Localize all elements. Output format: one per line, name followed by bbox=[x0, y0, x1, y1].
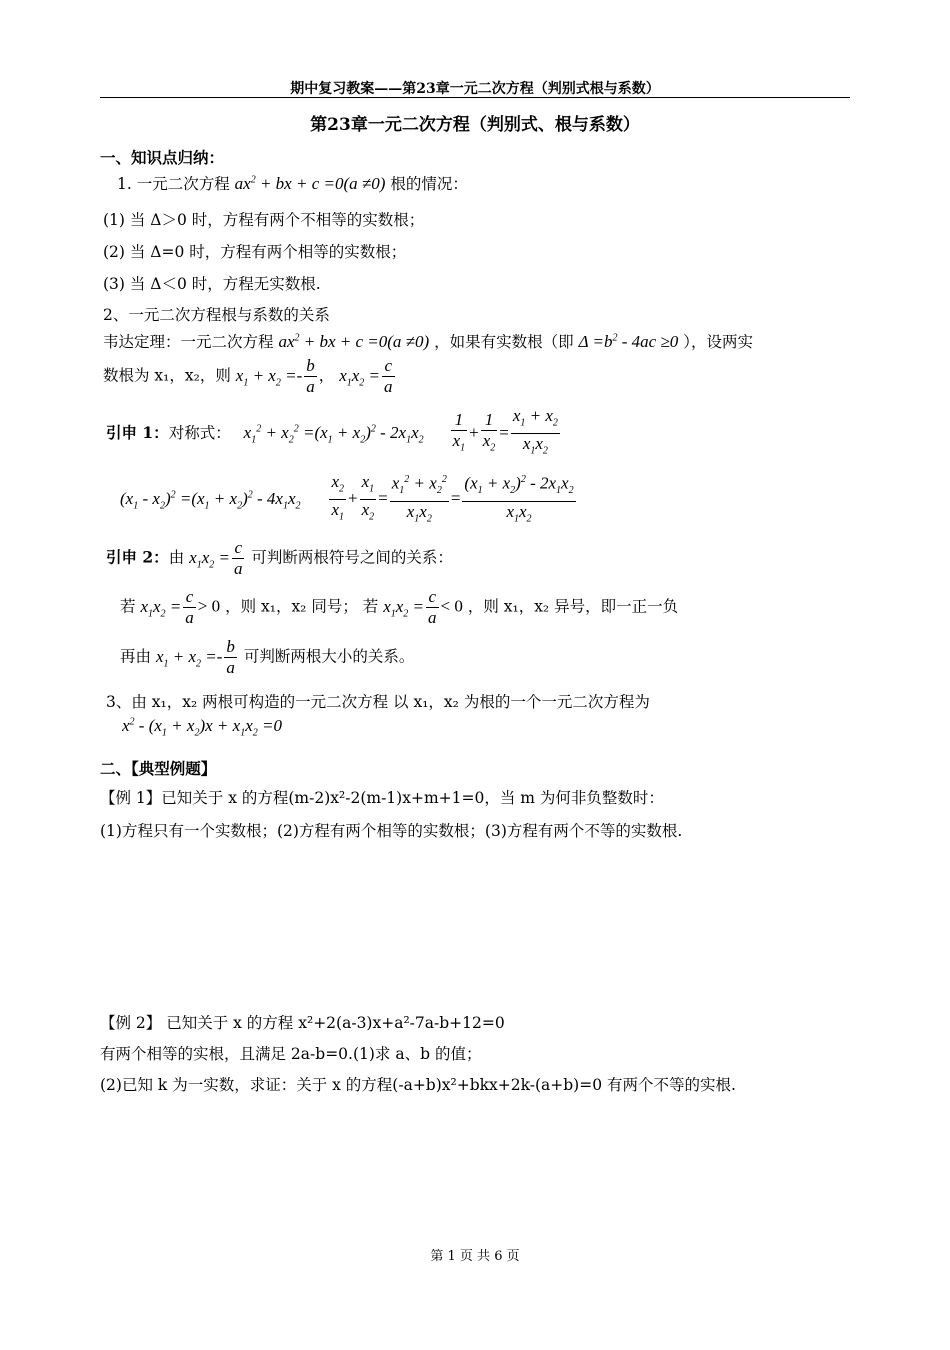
frac-1-over-x2: $\frac{1}{x_2}$ bbox=[482, 409, 496, 454]
sign1-suffix: ，则 x₁，x₂ 同号； 若 bbox=[225, 597, 379, 616]
item1-suffix: 根的情况： bbox=[390, 175, 468, 193]
yin2-line bbox=[106, 538, 453, 579]
case-3: (3) 当 Δ＜0 时，方程无实数根. bbox=[103, 275, 321, 293]
item1 bbox=[117, 172, 468, 194]
frac-x2-over-x1: $\frac{x_2}{x_1}$ bbox=[331, 471, 344, 523]
sum-of-roots: $x_1 + x_2$ =- bbox=[235, 365, 303, 388]
yin2-text2: 可判断两根符号之间的关系： bbox=[251, 548, 453, 567]
frac-b-over-a-2: $\frac{b}{a}$ bbox=[226, 637, 235, 677]
frac-sum-over-product: $\frac{x_1 + x_2}{x_1x_2}$ bbox=[512, 406, 558, 457]
page-header: 期中复习教案——第23章一元二次方程（判别式根与系数） bbox=[290, 81, 660, 97]
page-title: 第23章一元二次方程（判别式、根与系数） bbox=[310, 115, 640, 135]
constructed-equation: $x^2 - (x_1 + x_2)x + x_1x_2 =0$ bbox=[122, 716, 282, 739]
sum-of-squares-formula: $x_1^2 + x_2^2 =(x_1 + x_2)^2 - 2x_1x_2$ bbox=[243, 422, 424, 446]
product-equation: $x_1x_2$ = bbox=[189, 547, 230, 570]
vieta-line2: 数根为 x₁，x₂，则 $x_1 + x_2$ =- $\frac{b}{a}$ ， $x_1x_2$ = $\frac{c}{a}$ bbox=[103, 356, 393, 396]
yin2-text1: 由 bbox=[168, 548, 185, 567]
frac-x1-over-x2: $\frac{x_1}{x_2}$ bbox=[361, 471, 375, 523]
vieta-prefix: 韦达定理：一元二次方程 bbox=[103, 333, 274, 351]
item1-prefix: 1. 一元二次方程 bbox=[117, 175, 230, 193]
frac-c-over-a-2: $\frac{c}{a}$ bbox=[233, 538, 243, 578]
header-rule bbox=[100, 97, 850, 98]
frac-squares-over-product: $\frac{x_1^2 + x_2^2}{x_1x_2}$ bbox=[390, 470, 449, 529]
vieta-end: ），设两实 bbox=[683, 333, 753, 351]
item3: 3、由 x₁，x₂ 两根可构造的一元二次方程 以 x₁，x₂ 为根的一个一元二次方程为 bbox=[106, 693, 650, 711]
quadratic-general-form: $ax^2$ + bx + c =0(a ≠0) bbox=[234, 174, 386, 193]
size-suffix: 可判断两根大小的关系。 bbox=[243, 647, 415, 666]
vieta-mid: ，如果有实数根（即 bbox=[434, 333, 574, 351]
example1-line2: (1)方程只有一个实数根；(2)方程有两个相等的实数根；(3)方程有两个不等的实数根. bbox=[100, 822, 683, 840]
vieta-line1 bbox=[103, 330, 753, 352]
vieta-equation: $ax^2$ + bx + c =0(a ≠0) bbox=[278, 332, 430, 351]
sign-line: 若 $x_1x_2$ = $\frac{c}{a}$ > 0 ，则 x₁，x₂ 同号； 若 $x_1x_2$ = $\frac{c}{a}$ < 0 ，则 x₁，x₂ 异号，即一正一负 bbox=[120, 587, 679, 627]
example2-line1: 【例 2】 已知关于 x 的方程 x²+2(a-3)x+a²-7a-b+12=0 bbox=[100, 1014, 505, 1032]
yin2-label: 引申 2： bbox=[106, 547, 169, 567]
frac-c-over-a-3: $\frac{c}{a}$ bbox=[185, 587, 194, 627]
sum-equation: $x_1 + x_2$ =- bbox=[155, 646, 223, 669]
discriminant-condition: $\Delta =b^2 - 4ac \ge 0$ bbox=[578, 332, 679, 351]
example2-line3: (2)已知 k 为一实数，求证：关于 x 的方程(-a+b)x²+bkx+2k-(a+b)=0 有两个不等的实根. bbox=[100, 1076, 736, 1094]
vieta-line2-prefix: 数根为 x₁，x₂，则 bbox=[103, 366, 231, 385]
case-1: (1) 当 Δ＞0 时，方程有两个不相等的实数根； bbox=[103, 211, 425, 229]
section1-heading: 一、知识点归纳： bbox=[100, 148, 225, 167]
frac-expanded-over-product: $\frac{(x_1 + x_2)^2 - 2x_1x_2}{x_1x_2}$ bbox=[462, 470, 575, 529]
frac-c-over-a-4: $\frac{c}{a}$ bbox=[428, 587, 437, 627]
case-2: (2) 当 Δ=0 时，方程有两个相等的实数根； bbox=[103, 243, 407, 261]
frac-b-over-a: $\frac{b}{a}$ bbox=[306, 356, 315, 396]
frac-c-over-a: $\frac{c}{a}$ bbox=[384, 356, 393, 396]
yin1-line2: $(x_1 - x_2)^2 =(x_1 + x_2)^2 - 4x_1x_2$ $\frac{x_2}{x_1}$ + $\frac{x_1}{x_2}$ = $\frac{x_1^2 + x_2^2}{x_1x_2}$ = $\frac{(x_1 + x_2)^2 - 2x_1x_2}{x_1x_2}$ bbox=[120, 470, 578, 529]
yin1-text: 对称式： bbox=[168, 423, 231, 442]
size-line bbox=[120, 637, 414, 678]
page-footer: 第 1 页 共 6 页 bbox=[430, 1249, 520, 1264]
product-positive: $x_1x_2$ = bbox=[140, 596, 182, 619]
frac-1-over-x1: $\frac{1}{x_1}$ bbox=[452, 409, 466, 454]
example2-line2: 有两个相等的实根，且满足 2a-b=0.(1)求 a、b 的值； bbox=[100, 1045, 482, 1063]
yin1-line1: 引申 1：对称式： $x_1^2 + x_2^2 =(x_1 + x_2)^2 - 2x_1x_2$ $\frac{1}{x_1}$ + $\frac{1}{x_2}$ = $\frac{x_1 + x_2}{x_1x_2}$ bbox=[106, 406, 562, 462]
item2: 2、一元二次方程根与系数的关系 bbox=[103, 306, 330, 324]
sign2-suffix: ，则 x₁，x₂ 异号，即一正一负 bbox=[467, 597, 679, 616]
sign1-prefix: 若 bbox=[120, 597, 136, 616]
product-of-roots: $x_1x_2$ = bbox=[339, 365, 381, 388]
difference-squared-formula: $(x_1 - x_2)^2 =(x_1 + x_2)^2 - 4x_1x_2$ bbox=[120, 488, 301, 512]
example1-line1: 【例 1】已知关于 x 的方程(m-2)x²-2(m-1)x+m+1=0，当 m 为何非负整数时： bbox=[100, 789, 664, 807]
product-negative: $x_1x_2$ = bbox=[383, 596, 425, 619]
yin1-label: 引申 1： bbox=[106, 422, 169, 442]
section2-heading: 二、【典型例题】 bbox=[100, 759, 217, 778]
size-prefix: 再由 bbox=[120, 647, 152, 666]
